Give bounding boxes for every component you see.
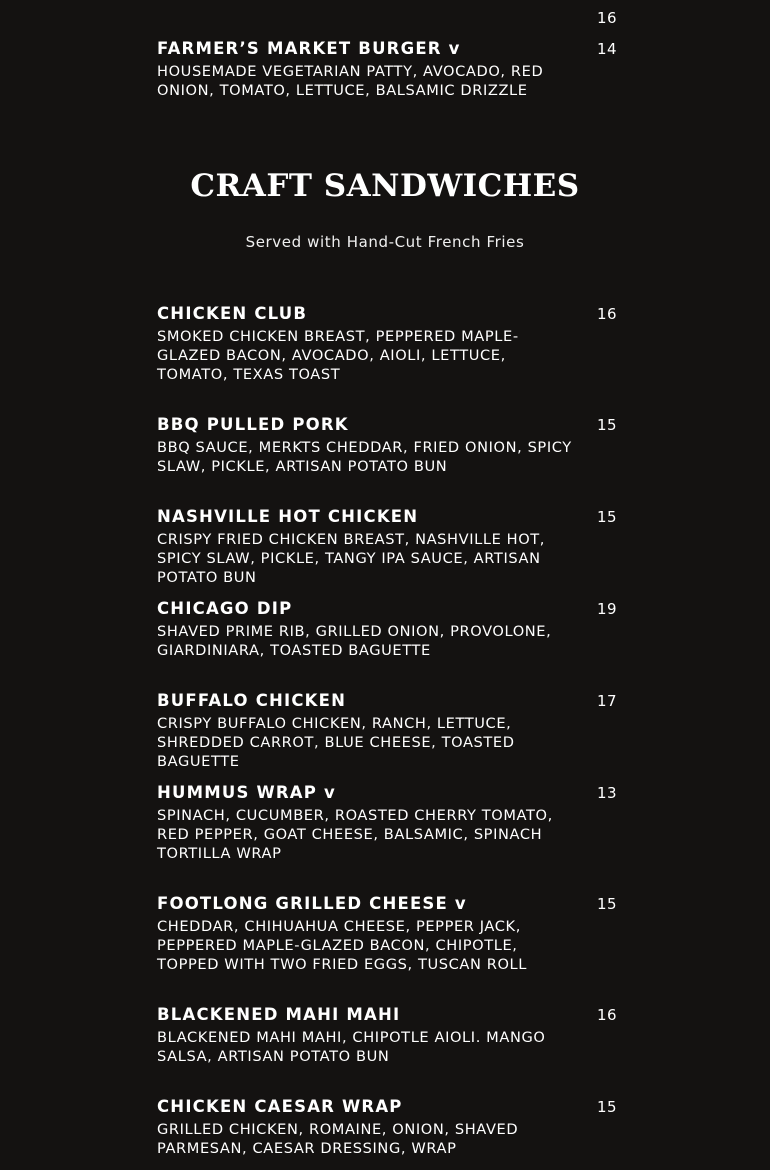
menu-item [157,415,617,507]
item-price: 15 [597,416,618,434]
menu-item [157,894,617,1005]
item-name: CHICKEN CLUB [157,304,308,323]
item-name: FARMER’S MARKET BURGER v [157,39,461,58]
section-title: CRAFT SANDWICHES [190,168,580,204]
item-description: SPINACH, CUCUMBER, ROASTED CHERRY TOMATO, RED PEPPER, GOAT CHEESE, BALSAMIC, SPINACH TORTILLA WRAP [157,807,553,862]
item-description: CHEDDAR, CHIHUAHUA CHEESE, PEPPER JACK, PEPPERED MAPLE-GLAZED BACON, CHIPOTLE, TOPPED WITH TWO FRIED EGGS, TUSCAN ROLL [157,918,528,973]
item-name: BUFFALO CHICKEN [157,691,347,710]
menu-item [157,507,617,599]
item-name: BLACKENED MAHI MAHI [157,1005,401,1024]
menu-item-farmers-market-burger [157,39,617,100]
item-price: 13 [597,784,618,802]
item-price: 16 [597,305,618,323]
section-subtitle: Served with Hand-Cut French Fries [245,233,525,251]
item-name: CHICAGO DIP [157,599,293,618]
menu-item [157,1005,617,1097]
item-price: 17 [597,692,618,710]
menu-item [157,1097,617,1167]
item-description: GRILLED CHICKEN, ROMAINE, ONION, SHAVED PARMESAN, CAESAR DRESSING, WRAP [157,1121,519,1157]
item-description: SMOKED CHICKEN BREAST, PEPPERED MAPLE-GLAZED BACON, AVOCADO, AIOLI, LETTUCE, TOMATO, TEXAS TOAST [157,328,519,383]
item-name: FOOTLONG GRILLED CHEESE v [157,894,467,913]
item-price: 15 [597,508,618,526]
item-description: CRISPY FRIED CHICKEN BREAST, NASHVILLE HOT, SPICY SLAW, PICKLE, TANGY IPA SAUCE, ARTISAN POTATO BUN [157,531,546,586]
item-price: 15 [597,895,618,913]
item-price: 19 [597,600,618,618]
item-description: BLACKENED MAHI MAHI, CHIPOTLE AIOLI. MANGO SALSA, ARTISAN POTATO BUN [157,1029,546,1065]
item-price: 15 [597,1098,618,1116]
item-description: BBQ SAUCE, MERKTS CHEDDAR, FRIED ONION, SPICY SLAW, PICKLE, ARTISAN POTATO BUN [157,439,572,475]
menu-item [157,599,617,691]
item-name: BBQ PULLED PORK [157,415,349,434]
sandwich-list [157,304,617,1167]
item-price: 16 [597,1006,618,1024]
item-description: HOUSEMADE VEGETARIAN PATTY, AVOCADO, RED ONION, TOMATO, LETTUCE, BALSAMIC DRIZZLE [157,63,544,99]
item-price: 14 [597,40,618,58]
orphan-price: 16 [597,9,618,27]
menu-item [157,304,617,415]
item-name: NASHVILLE HOT CHICKEN [157,507,419,526]
item-description: CRISPY BUFFALO CHICKEN, RANCH, LETTUCE, SHREDDED CARROT, BLUE CHEESE, TOASTED BAGUETTE [157,715,515,770]
item-name: HUMMUS WRAP v [157,783,336,802]
item-description: SHAVED PRIME RIB, GRILLED ONION, PROVOLONE, GIARDINIARA, TOASTED BAGUETTE [157,623,552,659]
menu-item [157,691,617,783]
item-name: CHICKEN CAESAR WRAP [157,1097,403,1116]
menu-item [157,783,617,894]
